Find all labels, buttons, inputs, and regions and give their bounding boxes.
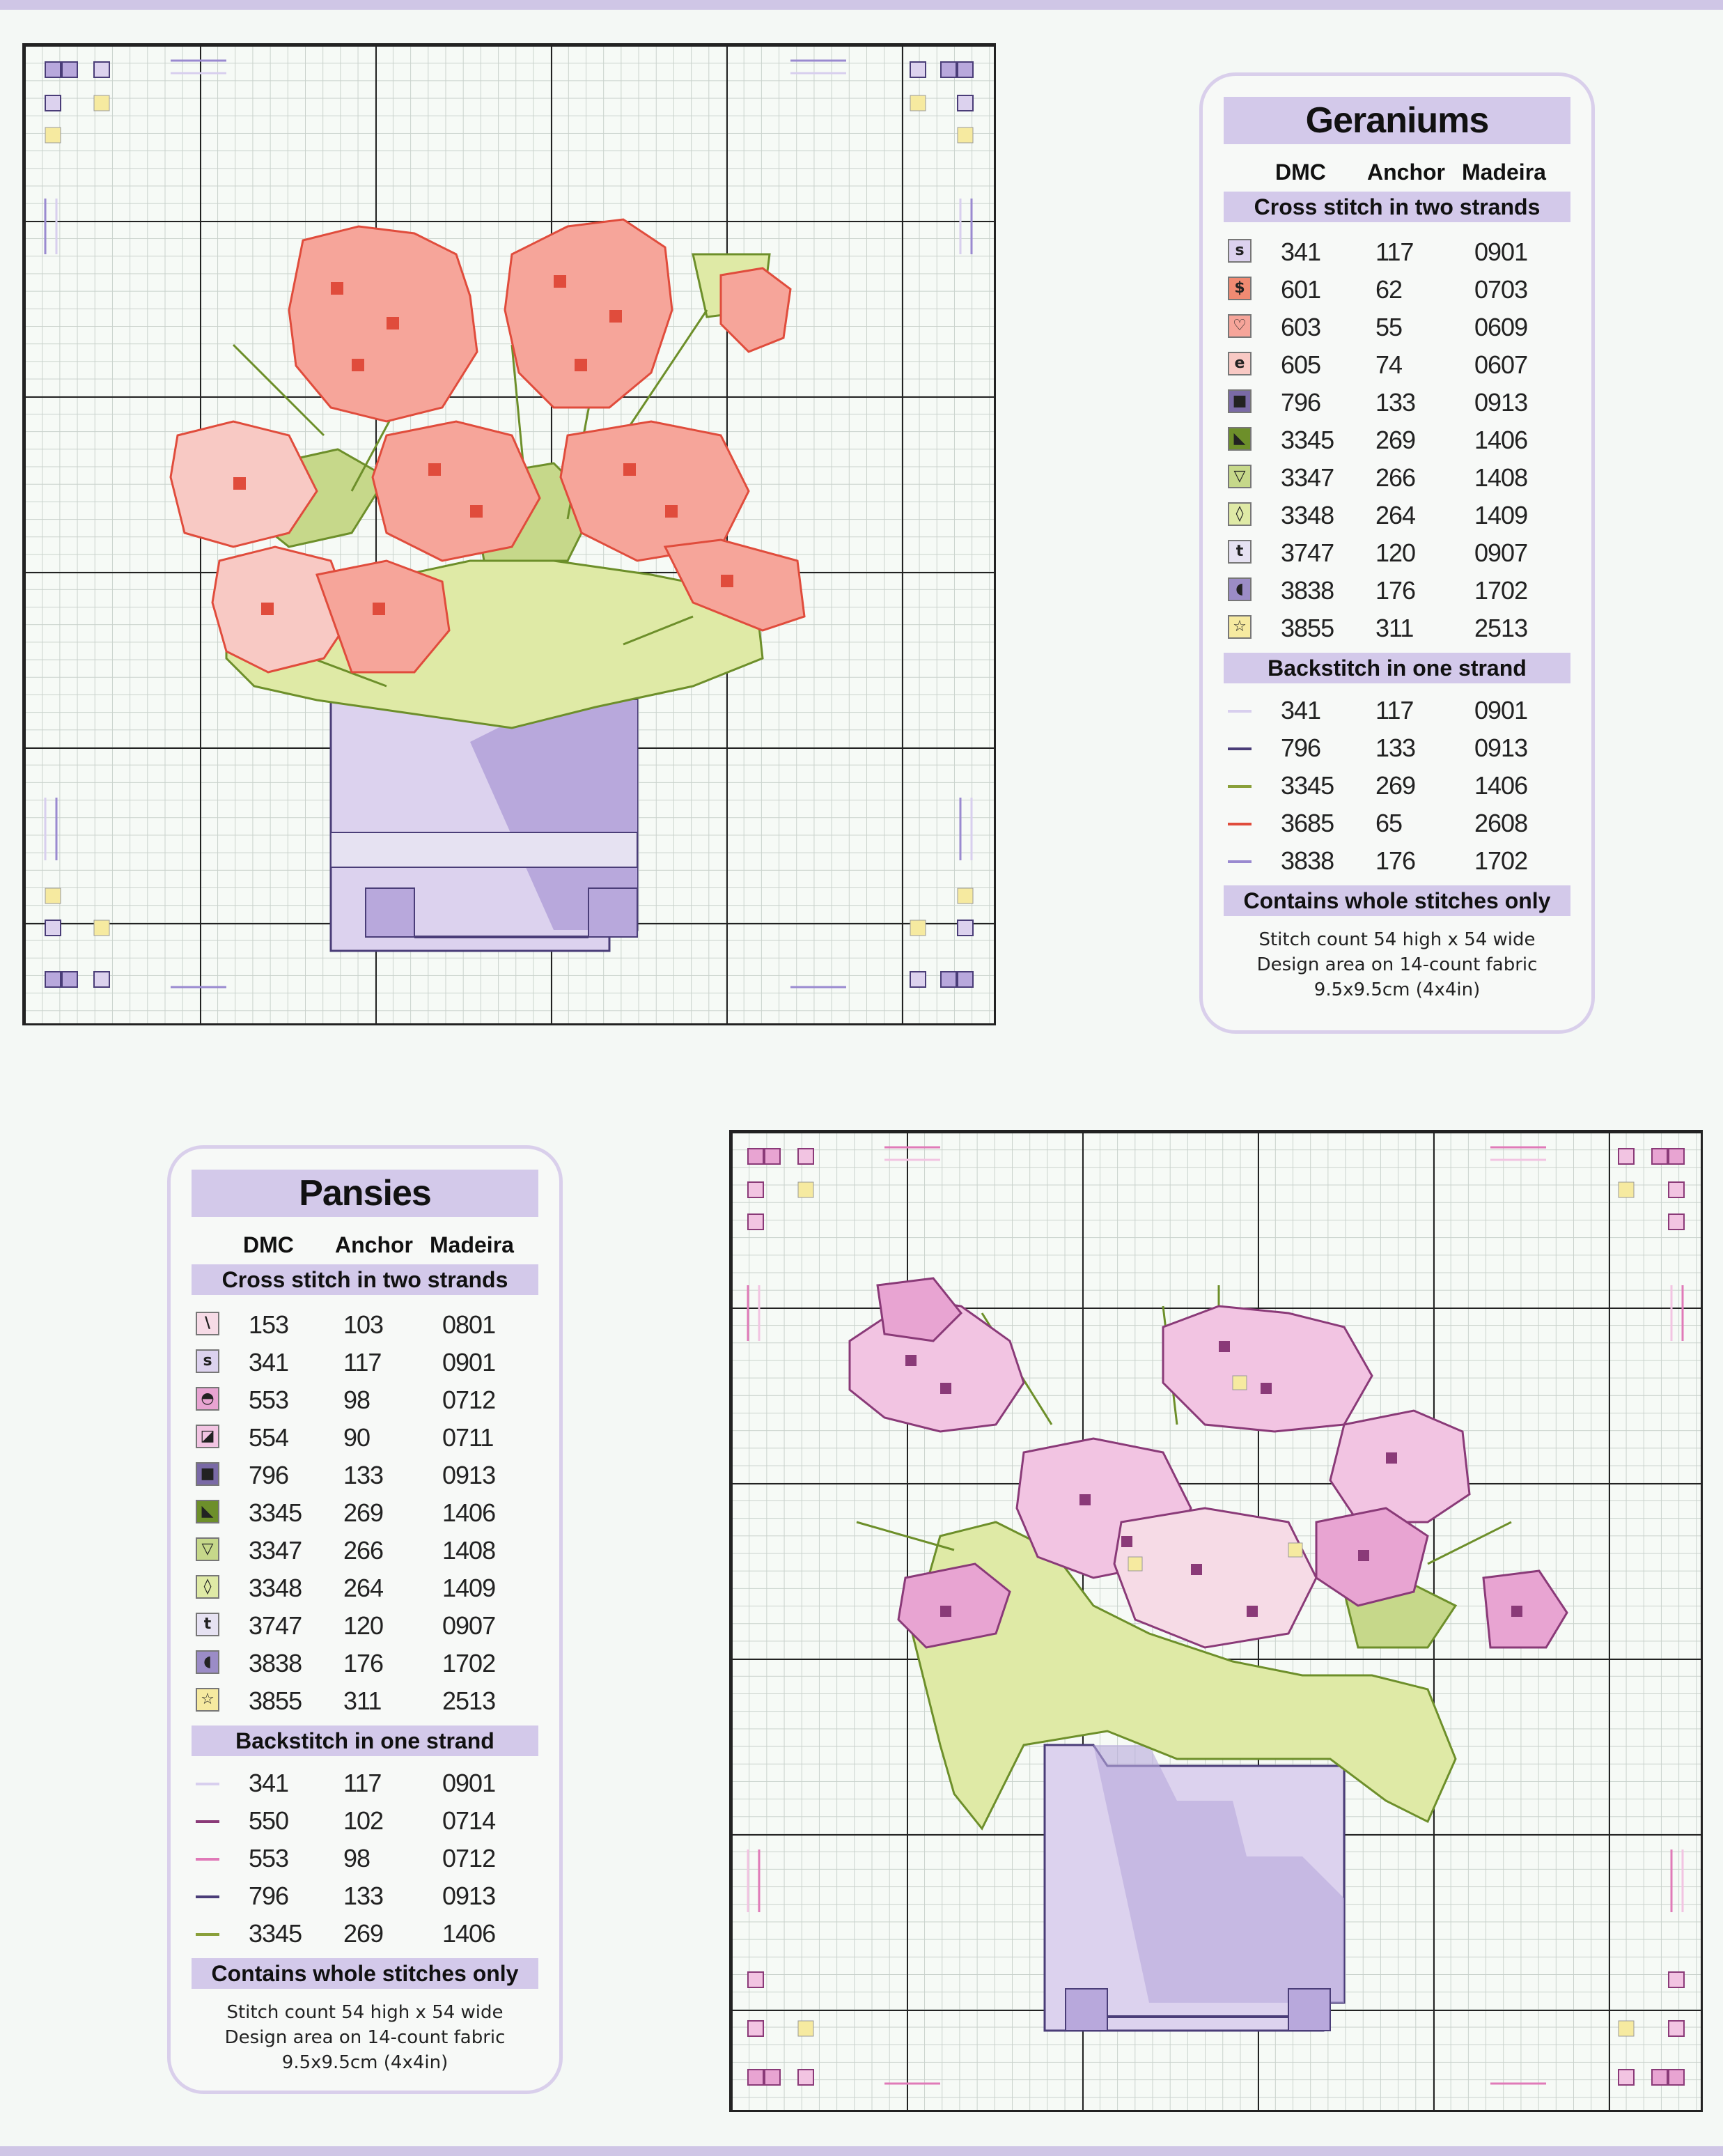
page-top-band <box>0 0 1723 10</box>
corner-motif-bottom-right <box>790 798 973 987</box>
cell-anchor: 133 <box>343 1882 384 1910</box>
cell-anchor: 55 <box>1375 313 1403 341</box>
backstitch-line-icon <box>196 1820 219 1823</box>
stitch-symbol-icon: ♡ <box>1228 314 1252 338</box>
cell-dmc: 3747 <box>249 1611 302 1640</box>
backstitch-line-icon <box>1228 785 1252 788</box>
cell-dmc: 796 <box>249 1882 289 1910</box>
key-row <box>171 1608 559 1646</box>
key-row <box>1203 611 1591 649</box>
stitch-info-line: 9.5x9.5cm (4x4in) <box>1313 979 1481 1000</box>
key-row <box>1203 693 1591 731</box>
key-row <box>171 1646 559 1684</box>
corner-motif-top-right <box>1490 1147 1684 1341</box>
cell-madeira: 0901 <box>1474 696 1528 724</box>
cell-anchor: 117 <box>1375 696 1414 724</box>
key-row <box>1203 573 1591 611</box>
cell-madeira: 0901 <box>1474 238 1528 266</box>
cell-madeira: 0703 <box>1474 275 1528 304</box>
cell-madeira: 0712 <box>442 1844 496 1872</box>
cross-stitch-heading: Cross stitch in two strands <box>1224 192 1570 222</box>
backstitch-line-icon <box>1228 747 1252 750</box>
corner-motif-bottom-right <box>1490 1849 1684 2085</box>
key-row <box>1203 348 1591 385</box>
cell-madeira: 0901 <box>442 1769 496 1797</box>
key-title: Geraniums <box>1224 97 1570 144</box>
cell-anchor: 98 <box>343 1386 371 1414</box>
key-row <box>1203 423 1591 460</box>
cell-madeira: 1702 <box>442 1649 496 1677</box>
cell-madeira: 1702 <box>1474 576 1528 605</box>
backstitch-heading: Backstitch in one strand <box>192 1725 538 1756</box>
cell-dmc: 553 <box>249 1386 289 1414</box>
backstitch-line-icon <box>196 1858 219 1861</box>
cell-madeira: 0913 <box>442 1461 496 1489</box>
cell-madeira: 0712 <box>442 1386 496 1414</box>
cell-anchor: 133 <box>1375 734 1416 762</box>
pansies-chart <box>729 1130 1703 2112</box>
corner-motif-top-left <box>45 61 226 254</box>
backstitch-line-icon <box>196 1895 219 1898</box>
geraniums-chart <box>22 43 996 1025</box>
key-row <box>171 1916 559 1954</box>
stitch-symbol-icon: ◊ <box>1228 502 1252 526</box>
key-row <box>1203 385 1591 423</box>
cell-anchor: 266 <box>343 1536 384 1565</box>
cell-madeira: 1409 <box>442 1574 496 1602</box>
pansies-chart-motif <box>731 1132 1701 2110</box>
cell-madeira: 0907 <box>1474 538 1528 567</box>
cell-dmc: 3685 <box>1281 809 1334 837</box>
cell-dmc: 153 <box>249 1310 289 1339</box>
cell-dmc: 3838 <box>1281 576 1334 605</box>
cell-madeira: 2608 <box>1474 809 1528 837</box>
key-row <box>171 1804 559 1841</box>
key-row <box>171 1684 559 1721</box>
cell-dmc: 3348 <box>249 1574 302 1602</box>
cell-madeira: 1702 <box>1474 846 1528 875</box>
key-row <box>171 1345 559 1383</box>
cell-dmc: 3747 <box>1281 538 1334 567</box>
cell-dmc: 3855 <box>249 1686 302 1715</box>
stitch-symbol-icon: ▽ <box>1228 465 1252 488</box>
stitch-symbol-icon: ◊ <box>196 1575 219 1599</box>
stitch-symbol-icon: ■ <box>196 1462 219 1486</box>
stitch-symbol-icon: ◖ <box>1228 577 1252 601</box>
cell-dmc: 601 <box>1281 275 1321 304</box>
cell-madeira: 0801 <box>442 1310 496 1339</box>
cell-anchor: 311 <box>1375 614 1414 642</box>
geraniums-key-panel <box>1199 72 1595 1034</box>
cell-dmc: 341 <box>1281 238 1321 266</box>
cell-madeira: 0913 <box>1474 388 1528 417</box>
cell-anchor: 62 <box>1375 275 1403 304</box>
key-row <box>171 1766 559 1804</box>
stitch-info-line: Stitch count 54 high x 54 wide <box>1258 929 1536 950</box>
key-row <box>1203 536 1591 573</box>
stitch-symbol-icon: ◖ <box>196 1650 219 1674</box>
key-row <box>171 1458 559 1496</box>
key-row <box>1203 272 1591 310</box>
cell-madeira: 1408 <box>1474 463 1528 492</box>
stitch-info-line: Stitch count 54 high x 54 wide <box>226 2002 504 2023</box>
stitch-symbol-icon: ◣ <box>196 1500 219 1523</box>
cell-madeira: 1406 <box>1474 771 1528 800</box>
key-row <box>171 1533 559 1571</box>
stitch-symbol-icon: s <box>1228 239 1252 263</box>
cell-anchor: 120 <box>343 1611 384 1640</box>
cell-anchor: 102 <box>343 1806 384 1835</box>
backstitch-line-icon <box>196 1783 219 1785</box>
stitch-symbol-icon: ◣ <box>1228 427 1252 451</box>
header-anchor: Anchor <box>335 1232 413 1257</box>
pansy-pot <box>1045 1745 1344 2031</box>
cell-dmc: 341 <box>1281 696 1321 724</box>
cell-dmc: 341 <box>249 1769 289 1797</box>
stitch-info-line: Design area on 14-count fabric <box>1256 954 1538 975</box>
cell-dmc: 3345 <box>1281 426 1334 454</box>
cell-anchor: 117 <box>343 1348 382 1376</box>
cell-anchor: 98 <box>343 1844 371 1872</box>
stitch-symbol-icon: t <box>1228 540 1252 564</box>
cell-dmc: 796 <box>1281 388 1321 417</box>
cell-madeira: 1406 <box>442 1498 496 1527</box>
cell-anchor: 176 <box>1375 576 1416 605</box>
cell-anchor: 269 <box>343 1498 384 1527</box>
cell-madeira: 2513 <box>1474 614 1528 642</box>
header-dmc: DMC <box>243 1232 294 1257</box>
key-row <box>1203 768 1591 806</box>
cell-madeira: 0913 <box>1474 734 1528 762</box>
backstitch-line-icon <box>196 1933 219 1936</box>
cell-anchor: 120 <box>1375 538 1416 567</box>
key-row <box>171 1496 559 1533</box>
stitch-symbol-icon: ☆ <box>196 1688 219 1712</box>
key-title: Pansies <box>192 1170 538 1217</box>
stitch-symbol-icon: e <box>1228 352 1252 375</box>
key-row <box>171 1420 559 1458</box>
cell-madeira: 0609 <box>1474 313 1528 341</box>
key-row <box>1203 844 1591 881</box>
stitch-symbol-icon: ◓ <box>196 1387 219 1411</box>
header-madeira: Madeira <box>1462 160 1546 185</box>
key-row <box>171 1879 559 1916</box>
page-bottom-band <box>0 2146 1723 2156</box>
corner-motif-bottom-left <box>45 798 226 987</box>
stitch-symbol-icon: s <box>196 1349 219 1373</box>
cell-anchor: 266 <box>1375 463 1416 492</box>
cell-anchor: 74 <box>1375 350 1403 379</box>
stitch-symbol-icon: $ <box>1228 277 1252 300</box>
header-dmc: DMC <box>1275 160 1326 185</box>
cell-madeira: 0607 <box>1474 350 1528 379</box>
cell-dmc: 341 <box>249 1348 289 1376</box>
key-row <box>171 1841 559 1879</box>
header-anchor: Anchor <box>1367 160 1445 185</box>
corner-motif-bottom-left <box>748 1849 940 2085</box>
cell-dmc: 554 <box>249 1423 289 1452</box>
cell-dmc: 550 <box>249 1806 289 1835</box>
cell-dmc: 3345 <box>249 1498 302 1527</box>
cell-madeira: 0913 <box>442 1882 496 1910</box>
pansies-key-panel <box>167 1145 563 2094</box>
stitch-symbol-icon: t <box>196 1613 219 1636</box>
cell-madeira: 1406 <box>442 1919 496 1948</box>
cell-anchor: 269 <box>343 1919 384 1948</box>
stitch-symbol-icon: ☆ <box>1228 615 1252 639</box>
cell-anchor: 90 <box>343 1423 371 1452</box>
key-row <box>1203 806 1591 844</box>
cell-dmc: 3347 <box>1281 463 1334 492</box>
cell-anchor: 117 <box>1375 238 1414 266</box>
key-row <box>1203 731 1591 768</box>
cell-anchor: 264 <box>343 1574 384 1602</box>
key-row <box>1203 460 1591 498</box>
cell-madeira: 1406 <box>1474 426 1528 454</box>
key-row <box>1203 310 1591 348</box>
cell-anchor: 133 <box>1375 388 1416 417</box>
cell-dmc: 796 <box>249 1461 289 1489</box>
cell-anchor: 176 <box>343 1649 384 1677</box>
stitch-symbol-icon: ▽ <box>196 1537 219 1561</box>
cell-madeira: 2513 <box>442 1686 496 1715</box>
cell-madeira: 1409 <box>1474 501 1528 529</box>
cell-dmc: 3347 <box>249 1536 302 1565</box>
cell-dmc: 3345 <box>1281 771 1334 800</box>
cell-anchor: 103 <box>343 1310 384 1339</box>
cell-madeira: 0907 <box>442 1611 496 1640</box>
cell-anchor: 176 <box>1375 846 1416 875</box>
stitch-symbol-icon: \ <box>196 1312 219 1335</box>
whole-stitches-note: Contains whole stitches only <box>1224 885 1570 916</box>
cell-dmc: 553 <box>249 1844 289 1872</box>
geranium-pot <box>331 700 637 951</box>
cell-anchor: 264 <box>1375 501 1416 529</box>
whole-stitches-note: Contains whole stitches only <box>192 1958 538 1989</box>
stitch-info-line: Design area on 14-count fabric <box>224 2027 506 2048</box>
cell-dmc: 3838 <box>1281 846 1334 875</box>
key-row <box>171 1308 559 1345</box>
backstitch-heading: Backstitch in one strand <box>1224 653 1570 683</box>
key-row <box>1203 235 1591 272</box>
backstitch-line-icon <box>1228 823 1252 825</box>
cell-anchor: 117 <box>343 1769 382 1797</box>
cell-anchor: 65 <box>1375 809 1403 837</box>
cell-anchor: 269 <box>1375 771 1416 800</box>
cell-madeira: 0901 <box>442 1348 496 1376</box>
corner-motif-top-right <box>790 61 973 254</box>
key-row <box>1203 498 1591 536</box>
key-row <box>171 1571 559 1608</box>
cell-dmc: 3855 <box>1281 614 1334 642</box>
geraniums-chart-motif <box>24 45 994 1023</box>
stitch-symbol-icon: ■ <box>1228 389 1252 413</box>
cell-dmc: 796 <box>1281 734 1321 762</box>
cross-stitch-heading: Cross stitch in two strands <box>192 1264 538 1295</box>
pansy-flowers <box>850 1278 1567 1647</box>
cell-madeira: 0711 <box>442 1423 494 1452</box>
cell-anchor: 133 <box>343 1461 384 1489</box>
stitch-info-line: 9.5x9.5cm (4x4in) <box>281 2052 449 2073</box>
cell-dmc: 605 <box>1281 350 1321 379</box>
cell-dmc: 603 <box>1281 313 1321 341</box>
stitch-symbol-icon: ◪ <box>196 1425 219 1448</box>
cell-dmc: 3348 <box>1281 501 1334 529</box>
cell-anchor: 269 <box>1375 426 1416 454</box>
key-row <box>171 1383 559 1420</box>
backstitch-line-icon <box>1228 860 1252 863</box>
cell-dmc: 3345 <box>249 1919 302 1948</box>
cell-anchor: 311 <box>343 1686 382 1715</box>
cell-madeira: 0714 <box>442 1806 496 1835</box>
header-madeira: Madeira <box>430 1232 514 1257</box>
cell-madeira: 1408 <box>442 1536 496 1565</box>
backstitch-line-icon <box>1228 710 1252 713</box>
cell-dmc: 3838 <box>249 1649 302 1677</box>
